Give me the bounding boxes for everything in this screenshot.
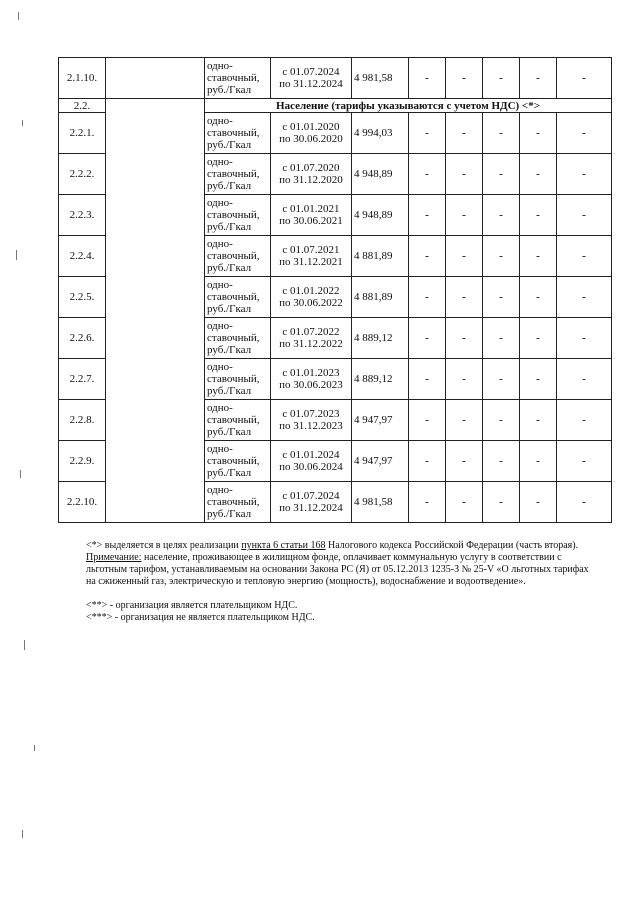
- period-from: с 01.01.2024: [282, 449, 340, 461]
- dash-cell: -: [557, 441, 612, 482]
- tariff-value: 4 948,89: [352, 154, 409, 195]
- row-number: 2.2.5.: [59, 277, 106, 318]
- remark: [86, 552, 596, 588]
- period-from: с 01.01.2023: [282, 367, 340, 379]
- period-from: с 01.07.2023: [282, 408, 340, 420]
- remark-label: Примечание:: [86, 552, 142, 563]
- footnote-text: выделяется в целях реализации: [102, 540, 242, 551]
- section-number: 2.2.: [59, 99, 106, 113]
- row-number: 2.2.3.: [59, 195, 106, 236]
- tariff-value: 4 881,89: [352, 277, 409, 318]
- dash-cell: -: [520, 277, 557, 318]
- dash-cell: -: [483, 277, 520, 318]
- dash-cell: -: [557, 318, 612, 359]
- scan-mark: [18, 12, 19, 20]
- dash-cell: -: [446, 359, 483, 400]
- dash-cell: -: [557, 277, 612, 318]
- organization-cell: [106, 99, 205, 523]
- tariff-value: 4 947,97: [352, 400, 409, 441]
- period-from: с 01.07.2024: [282, 66, 340, 78]
- law-reference-link[interactable]: пункта 6 статьи 168: [241, 540, 326, 551]
- period-to: по 31.12.2023: [279, 420, 343, 432]
- dash-cell: -: [446, 400, 483, 441]
- unit-cell: одно-ставочный, руб./Гкал: [205, 195, 271, 236]
- scan-mark: [22, 120, 23, 126]
- footnote-text: Налогового кодекса Российской Федерации (часть вторая).: [325, 540, 579, 551]
- dash-cell: -: [520, 58, 557, 99]
- tariff-value: 4 981,58: [352, 58, 409, 99]
- period-cell: [271, 236, 352, 277]
- dash-cell: -: [557, 113, 612, 154]
- period-from: с 01.01.2022: [282, 285, 340, 297]
- unit-cell: одно-ставочный, руб./Гкал: [205, 318, 271, 359]
- tariff-value: 4 881,89: [352, 236, 409, 277]
- dash-cell: -: [557, 154, 612, 195]
- dash-cell: -: [520, 441, 557, 482]
- dash-cell: -: [483, 441, 520, 482]
- dash-cell: -: [446, 195, 483, 236]
- dash-cell: -: [557, 58, 612, 99]
- period-from: с 01.07.2024: [282, 490, 340, 502]
- row-number: 2.2.9.: [59, 441, 106, 482]
- row-number: 2.2.1.: [59, 113, 106, 154]
- dash-cell: -: [520, 154, 557, 195]
- period-from: с 01.07.2021: [282, 244, 340, 256]
- dash-cell: -: [409, 195, 446, 236]
- period-cell: [271, 482, 352, 523]
- tariff-value: 4 994,03: [352, 113, 409, 154]
- unit-cell: одно-ставочный, руб./Гкал: [205, 236, 271, 277]
- row-number: 2.2.4.: [59, 236, 106, 277]
- period-cell: [271, 359, 352, 400]
- period-cell: [271, 154, 352, 195]
- row-number: 2.1.10.: [59, 58, 106, 99]
- footnote-vat-payer: <**> - организация является плательщиком НДС.: [86, 600, 298, 611]
- dash-cell: -: [446, 441, 483, 482]
- unit-cell: одно-ставочный, руб./Гкал: [205, 113, 271, 154]
- period-to: по 30.06.2022: [279, 297, 343, 309]
- unit-cell: одно-ставочный, руб./Гкал: [205, 359, 271, 400]
- scan-mark: [20, 470, 21, 478]
- dash-cell: -: [557, 359, 612, 400]
- dash-cell: -: [483, 318, 520, 359]
- dash-cell: -: [409, 277, 446, 318]
- dash-cell: -: [557, 236, 612, 277]
- period-from: с 01.01.2021: [282, 203, 340, 215]
- dash-cell: -: [520, 195, 557, 236]
- tariff-table-body: [59, 58, 612, 523]
- period-to: по 30.06.2021: [279, 215, 343, 227]
- period-to: по 31.12.2020: [279, 174, 343, 186]
- remark-text: население, проживающее в жилищном фонде, оплачивает коммунальную услугу в соответствии с льготным тарифом, устанавливаемым на основании Закона РС (Я) от 05.12.2013 1235-З № 25-V «О льготных тарифах на сжиженный газ, электрическую и тепловую энергию (мощность), водоснабжение и водоотведение».: [86, 552, 589, 587]
- dash-cell: -: [520, 400, 557, 441]
- period-to: по 30.06.2023: [279, 379, 343, 391]
- dash-cell: -: [557, 482, 612, 523]
- dash-cell: -: [520, 482, 557, 523]
- period-cell: [271, 58, 352, 99]
- row-number: 2.2.2.: [59, 154, 106, 195]
- period-from: с 01.07.2022: [282, 326, 340, 338]
- footnote-star: [86, 540, 596, 552]
- period-cell: [271, 277, 352, 318]
- tariff-value: 4 981,58: [352, 482, 409, 523]
- dash-cell: -: [446, 277, 483, 318]
- dash-cell: -: [557, 400, 612, 441]
- dash-cell: -: [483, 113, 520, 154]
- tariff-value: 4 947,97: [352, 441, 409, 482]
- tariff-value: 4 889,12: [352, 318, 409, 359]
- dash-cell: -: [409, 359, 446, 400]
- dash-cell: -: [409, 441, 446, 482]
- dash-cell: -: [446, 482, 483, 523]
- footnote-vat-nonpayer: <***> - организация не является плательщиком НДС.: [86, 612, 315, 623]
- period-cell: [271, 195, 352, 236]
- table-row: [59, 58, 612, 99]
- tariff-table: [58, 57, 612, 523]
- unit-cell: одно-ставочный, руб./Гкал: [205, 154, 271, 195]
- dash-cell: -: [409, 482, 446, 523]
- section-title: Население (тарифы указываются с учетом НДС) <*>: [205, 99, 612, 113]
- scan-mark: [22, 830, 23, 838]
- dash-cell: -: [520, 318, 557, 359]
- period-to: по 30.06.2024: [279, 461, 343, 473]
- period-to: по 30.06.2020: [279, 133, 343, 145]
- dash-cell: -: [483, 400, 520, 441]
- scan-mark: [34, 745, 35, 751]
- dash-cell: -: [483, 236, 520, 277]
- period-to: по 31.12.2021: [279, 256, 343, 268]
- footnotes: [86, 540, 596, 624]
- dash-cell: -: [520, 236, 557, 277]
- dash-cell: -: [446, 236, 483, 277]
- dash-cell: -: [409, 236, 446, 277]
- dash-cell: -: [409, 318, 446, 359]
- dash-cell: -: [409, 58, 446, 99]
- dash-cell: -: [446, 58, 483, 99]
- period-to: по 31.12.2024: [279, 78, 343, 90]
- dash-cell: -: [483, 359, 520, 400]
- unit-cell: одно-ставочный, руб./Гкал: [205, 58, 271, 99]
- dash-cell: -: [520, 113, 557, 154]
- row-number: 2.2.10.: [59, 482, 106, 523]
- period-to: по 31.12.2022: [279, 338, 343, 350]
- scan-mark: [24, 640, 25, 650]
- dash-cell: -: [557, 195, 612, 236]
- period-cell: [271, 400, 352, 441]
- dash-cell: -: [446, 318, 483, 359]
- dash-cell: -: [446, 113, 483, 154]
- period-cell: [271, 441, 352, 482]
- dash-cell: -: [483, 58, 520, 99]
- scan-mark: [16, 250, 17, 260]
- period-from: с 01.07.2020: [282, 162, 340, 174]
- unit-cell: одно-ставочный, руб./Гкал: [205, 441, 271, 482]
- dash-cell: -: [483, 195, 520, 236]
- dash-cell: -: [483, 482, 520, 523]
- unit-cell: одно-ставочный, руб./Гкал: [205, 400, 271, 441]
- dash-cell: -: [483, 154, 520, 195]
- row-number: 2.2.6.: [59, 318, 106, 359]
- footnote-marker: <*>: [86, 540, 103, 551]
- section-row: [59, 99, 612, 113]
- unit-cell: одно-ставочный, руб./Гкал: [205, 482, 271, 523]
- tariff-value: 4 948,89: [352, 195, 409, 236]
- dash-cell: -: [520, 359, 557, 400]
- scan-margin-marks: [0, 0, 40, 905]
- period-cell: [271, 113, 352, 154]
- organization-cell: [106, 58, 205, 99]
- period-from: с 01.01.2020: [282, 121, 340, 133]
- dash-cell: -: [409, 400, 446, 441]
- row-number: 2.2.8.: [59, 400, 106, 441]
- period-cell: [271, 318, 352, 359]
- dash-cell: -: [409, 154, 446, 195]
- row-number: 2.2.7.: [59, 359, 106, 400]
- dash-cell: -: [446, 154, 483, 195]
- dash-cell: -: [409, 113, 446, 154]
- tariff-value: 4 889,12: [352, 359, 409, 400]
- unit-cell: одно-ставочный, руб./Гкал: [205, 277, 271, 318]
- period-to: по 31.12.2024: [279, 502, 343, 514]
